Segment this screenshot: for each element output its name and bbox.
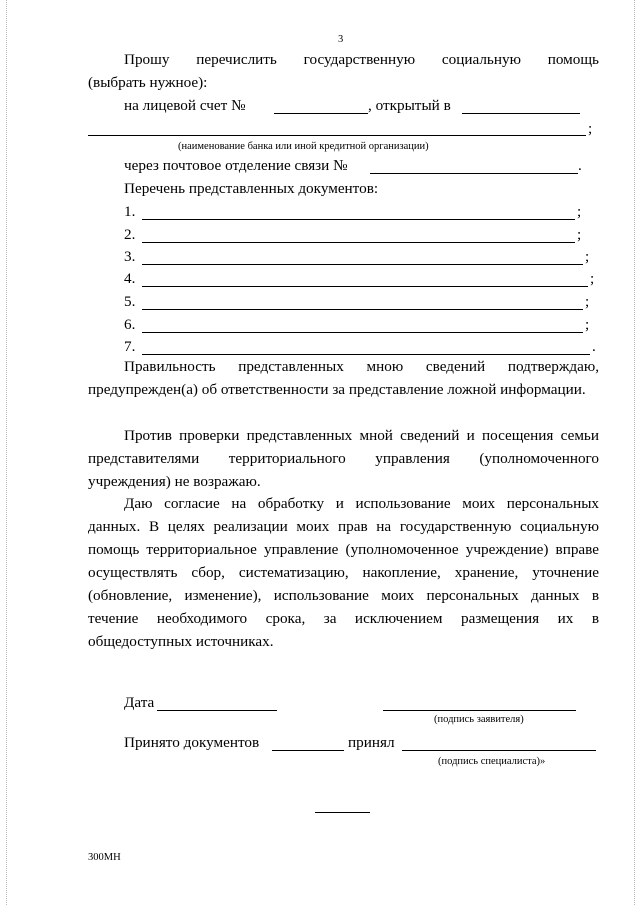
applicant-caption: (подпись заявителя) <box>434 714 524 725</box>
received-label: принял <box>348 734 395 751</box>
account-opened-label: , открытый в <box>368 97 451 114</box>
doc-item-number: 7. <box>124 338 136 355</box>
bank-name-field[interactable] <box>88 135 586 136</box>
page-number: 3 <box>338 34 344 45</box>
request-line-2: (выбрать нужное): <box>88 74 208 91</box>
scan-edge-left <box>6 0 8 905</box>
specialist-caption: (подпись специалиста)» <box>438 756 546 767</box>
paragraph-consent: Даю согласие на обработку и использование моих персональных данных. В целях реализации моих прав на государственную социальную помощь территориальное управление (уполномоченное учреждение) вправе осуществлять сбор, систематизацию, накопление, хранение, уточнение (обновление, изменение), использование моих персональных данных в течение необходимого срока, за исключением размещения их в общедоступных источниках. <box>88 495 599 650</box>
doc-item-end: ; <box>585 293 590 310</box>
doc-item-number: 1. <box>124 203 136 220</box>
post-prefix: через почтовое отделение связи № <box>124 157 348 174</box>
applicant-signature-field[interactable] <box>383 710 576 711</box>
request-word: социальную <box>441 51 521 68</box>
doc-item-field[interactable] <box>142 332 583 333</box>
post-end: . <box>578 157 582 174</box>
account-number-field[interactable] <box>274 113 368 114</box>
doc-item-field[interactable] <box>142 264 583 265</box>
doc-item-field[interactable] <box>142 286 588 287</box>
doc-item-field[interactable] <box>142 309 583 310</box>
date-field[interactable] <box>157 710 277 711</box>
doc-item-end: . <box>592 338 596 355</box>
doc-item-number: 6. <box>124 316 136 333</box>
doc-item-end: ; <box>590 270 595 287</box>
doc-item-number: 4. <box>124 270 136 287</box>
closing-rule <box>315 812 370 813</box>
doc-item-number: 3. <box>124 248 136 265</box>
bank-caption: (наименование банка или иной кредитной организации) <box>178 141 429 152</box>
doc-item-field[interactable] <box>142 242 575 243</box>
date-label: Дата <box>124 694 155 711</box>
request-word: помощь <box>547 51 599 68</box>
doc-item-number: 5. <box>124 293 136 310</box>
doc-item-field[interactable] <box>142 219 575 220</box>
request-word: перечислить <box>196 51 277 68</box>
doc-item-end: ; <box>577 203 582 220</box>
doc-item-end: ; <box>585 248 590 265</box>
specialist-signature-field[interactable] <box>402 750 596 751</box>
post-office-field[interactable] <box>370 173 578 174</box>
docs-header: Перечень представленных документов: <box>124 180 379 197</box>
request-word: Прошу <box>124 51 170 68</box>
account-prefix: на лицевой счет № <box>124 97 246 114</box>
account-bank-field[interactable] <box>462 113 580 114</box>
paragraph-no-objection: Против проверки представленных мной сведений и посещения семьи представителями территориального управления (уполномоченного учреждения) не возражаю. <box>88 427 599 490</box>
accepted-label: Принято документов <box>124 734 260 751</box>
doc-item-end: ; <box>577 226 582 243</box>
doc-item-number: 2. <box>124 226 136 243</box>
request-word: государственную <box>303 51 416 68</box>
paragraph-confirmation: Правильность представленных мною сведений подтверждаю, предупрежден(а) об ответственности за представление ложной информации. <box>88 358 599 398</box>
request-line-1 <box>124 51 599 69</box>
scan-edge-right <box>634 0 636 905</box>
footer-code: 300МН <box>88 852 121 863</box>
bank-name-end: ; <box>588 120 593 137</box>
accepted-count-field[interactable] <box>272 750 344 751</box>
doc-item-end: ; <box>585 316 590 333</box>
